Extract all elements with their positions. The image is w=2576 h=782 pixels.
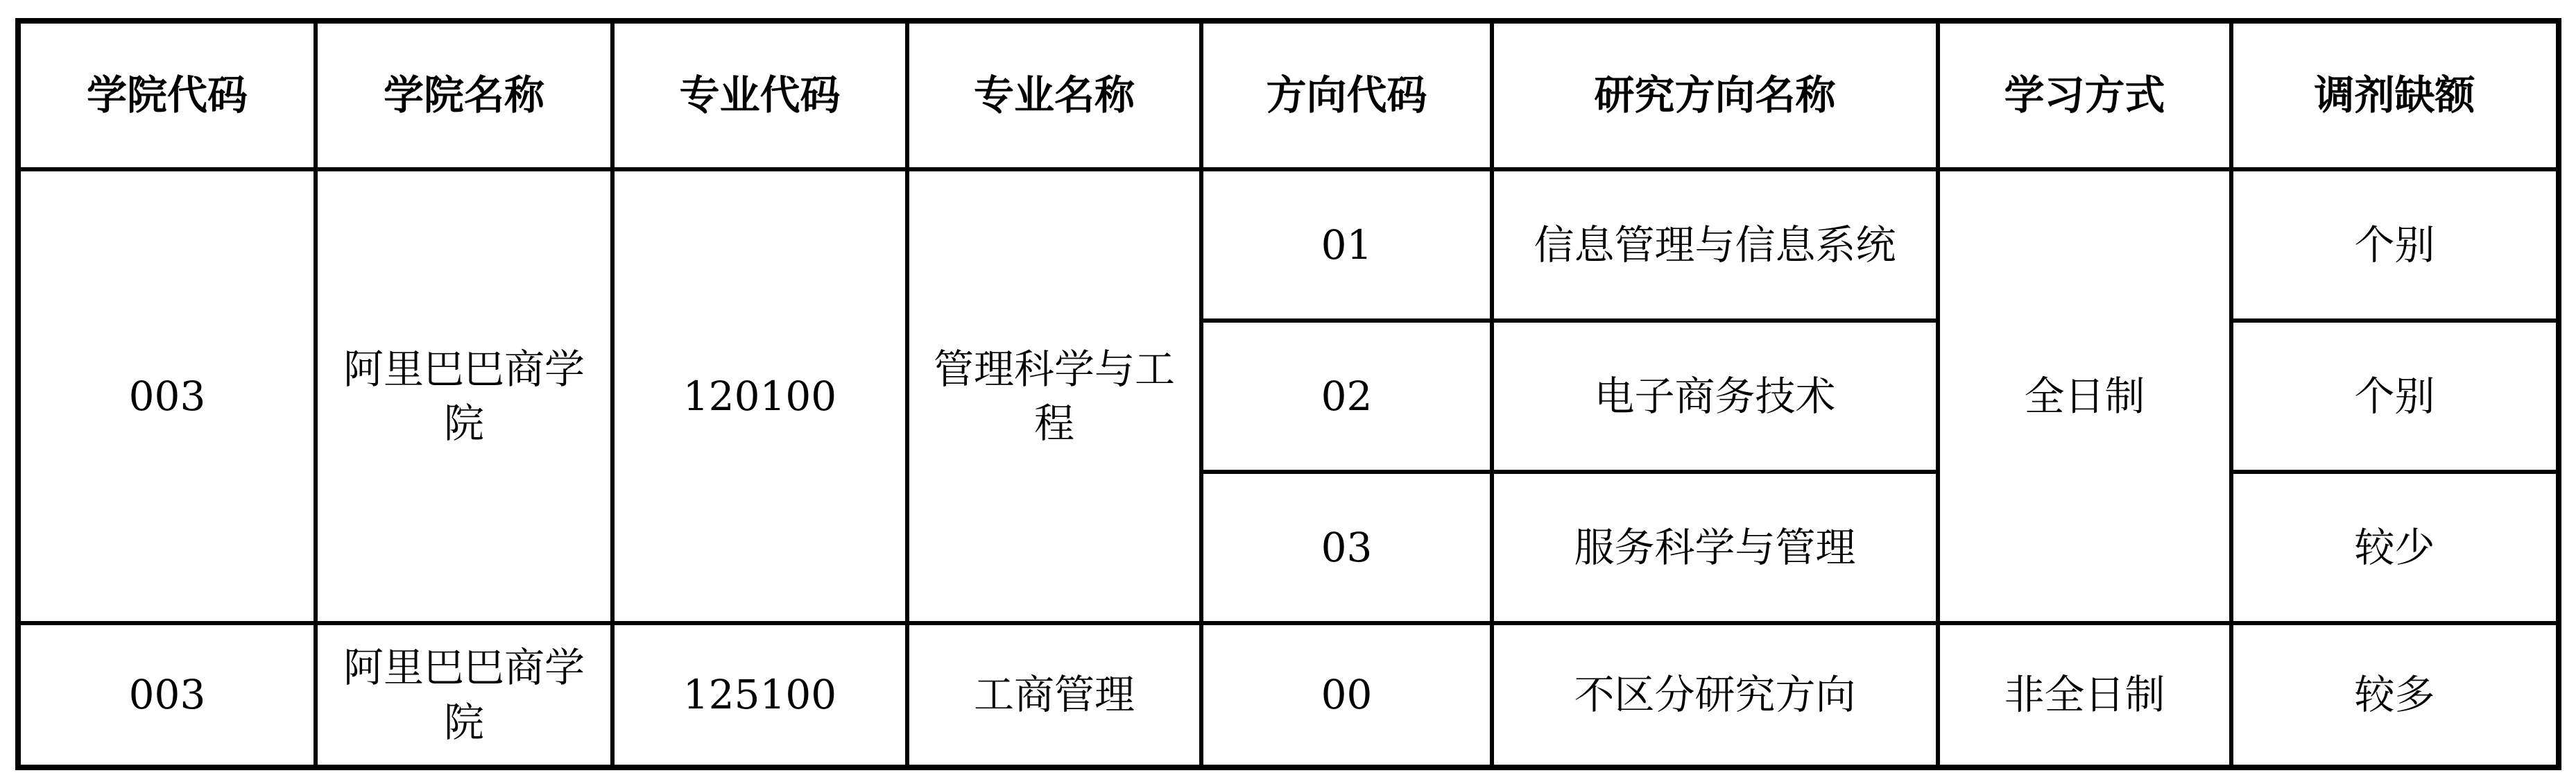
header-major-code: 专业代码 [612,21,907,169]
cell-major-name: 工商管理 [907,623,1201,767]
header-college-name: 学院名称 [316,21,612,169]
cell-vacancy: 较多 [2231,623,2559,767]
cell-college-name: 阿里巴巴商学院 [316,169,612,623]
table-row [18,169,2559,321]
table-row [18,623,2559,767]
header-direction-name: 研究方向名称 [1492,21,1938,169]
cell-direction-code: 02 [1201,321,1492,472]
cell-direction-name: 不区分研究方向 [1492,623,1938,767]
cell-vacancy: 较少 [2231,472,2559,623]
header-direction-code: 方向代码 [1201,21,1492,169]
cell-major-code: 125100 [612,623,907,767]
header-major-name: 专业名称 [907,21,1201,169]
cell-direction-name: 服务科学与管理 [1492,472,1938,623]
cell-direction-code: 03 [1201,472,1492,623]
cell-study-mode: 全日制 [1938,169,2231,623]
cell-major-name: 管理科学与工程 [907,169,1201,623]
cell-vacancy: 个别 [2231,169,2559,321]
header-college-code: 学院代码 [18,21,316,169]
adjustment-vacancy-table [15,18,2561,770]
cell-direction-name: 电子商务技术 [1492,321,1938,472]
cell-college-code: 003 [18,623,316,767]
cell-college-name: 阿里巴巴商学院 [316,623,612,767]
header-study-mode: 学习方式 [1938,21,2231,169]
cell-college-code: 003 [18,169,316,623]
cell-vacancy: 个别 [2231,321,2559,472]
header-vacancy: 调剂缺额 [2231,21,2559,169]
table-header-row [18,21,2559,169]
cell-major-code: 120100 [612,169,907,623]
cell-study-mode: 非全日制 [1938,623,2231,767]
cell-direction-code: 01 [1201,169,1492,321]
cell-direction-name: 信息管理与信息系统 [1492,169,1938,321]
cell-direction-code: 00 [1201,623,1492,767]
